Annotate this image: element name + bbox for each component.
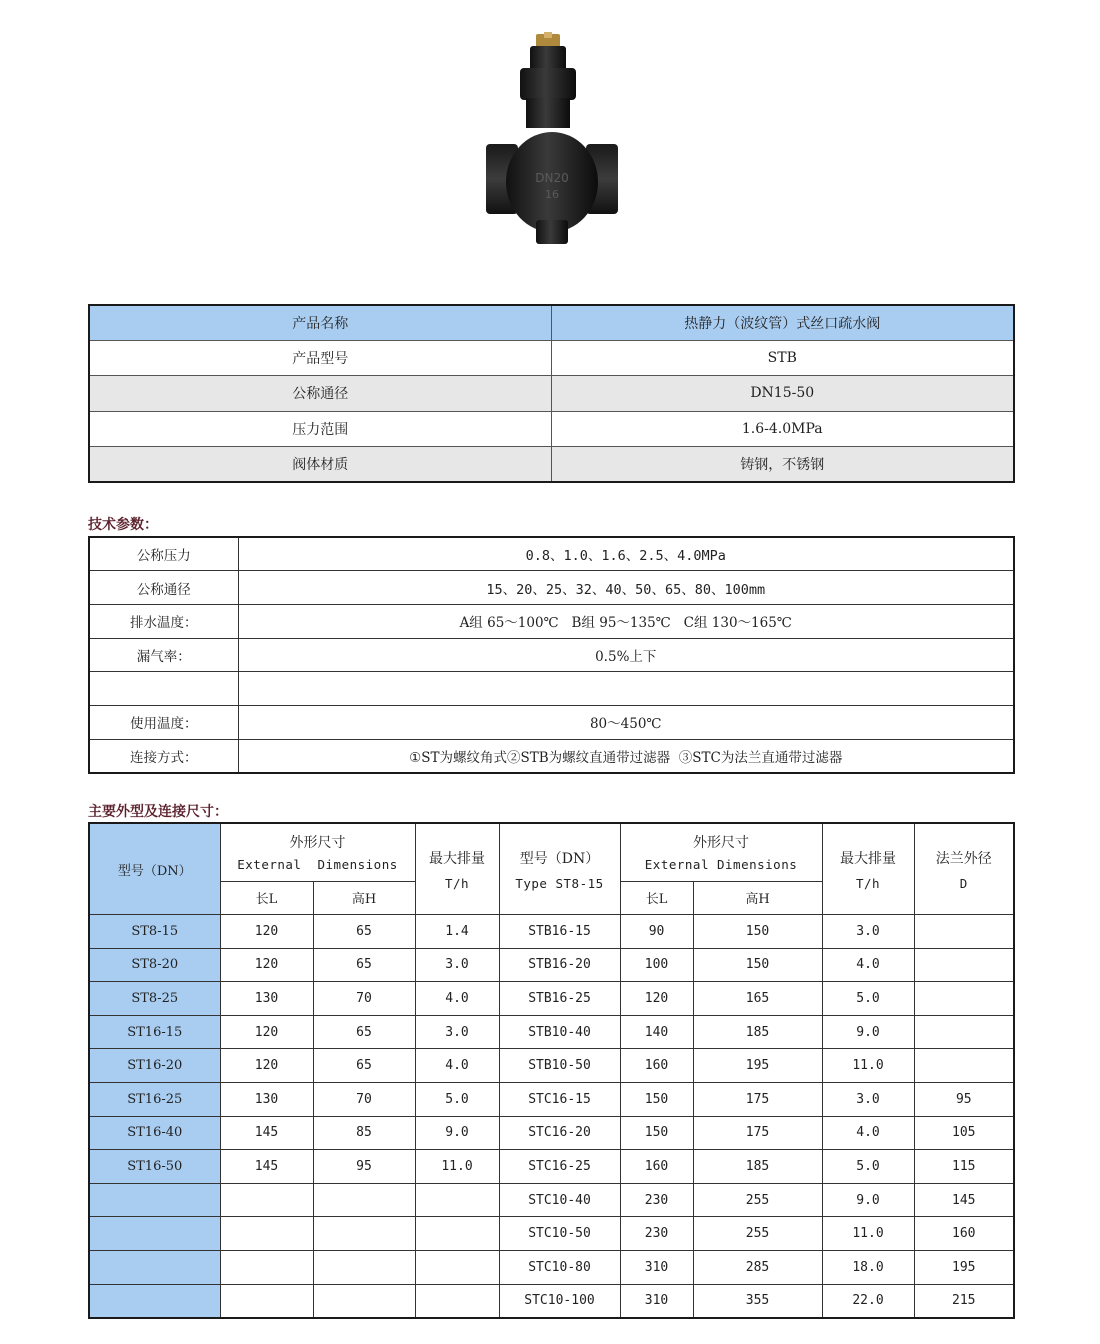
cell-model-left	[89, 1284, 220, 1318]
pressure-range-label: 压力范围	[89, 411, 551, 446]
cell-max-flow-left: 5.0	[415, 1083, 499, 1117]
header-max-flow-right-cn: 最大排量	[840, 850, 897, 867]
cell-max-flow-left: 4.0	[415, 982, 499, 1016]
cell-length-left	[220, 1183, 313, 1217]
param-label: 连接方式：	[89, 739, 238, 773]
cell-max-flow-right: 9.0	[822, 1183, 914, 1217]
product-model-label: 产品型号	[89, 340, 551, 375]
table-row	[89, 537, 1014, 571]
cell-model-right: STB10-50	[499, 1049, 620, 1083]
cell-height-right: 165	[693, 982, 822, 1016]
table-row	[89, 340, 1014, 375]
cell-height-right: 185	[693, 1015, 822, 1049]
cell-height-right: 255	[693, 1217, 822, 1251]
cell-height-right: 185	[693, 1150, 822, 1184]
cell-height-left	[313, 1217, 415, 1251]
param-value: 80～450℃	[238, 705, 1014, 739]
cell-height-left: 65	[313, 1049, 415, 1083]
cell-max-flow-right: 4.0	[822, 1116, 914, 1150]
dimensions-body	[89, 915, 1014, 1318]
header-ext-dim-right-en: External Dimensions	[644, 857, 798, 873]
cell-max-flow-left: 11.0	[415, 1150, 499, 1184]
header-ext-dim-left	[220, 823, 415, 881]
product-info-body	[89, 305, 1014, 482]
table-row	[89, 915, 1014, 949]
casting-text-pn: 16	[545, 188, 559, 201]
cell-model-right: STC16-20	[499, 1116, 620, 1150]
cell-model-left: ST8-15	[89, 915, 220, 949]
cell-max-flow-left	[415, 1217, 499, 1251]
tech-params-title: 技术参数：	[88, 517, 158, 533]
param-value: ①ST为螺纹角式②STB为螺纹直通带过滤器 ③STC为法兰直通带过滤器	[238, 739, 1014, 773]
pressure-range-value: 1.6-4.0MPa	[551, 411, 1014, 446]
cell-max-flow-left: 1.4	[415, 915, 499, 949]
cell-model-left: ST16-20	[89, 1049, 220, 1083]
table-row	[89, 1083, 1014, 1117]
cell-height-left	[313, 1284, 415, 1318]
header-ext-dim-right	[620, 823, 822, 881]
cell-flange-diameter	[914, 1049, 1014, 1083]
cell-max-flow-left	[415, 1251, 499, 1285]
table-row	[89, 739, 1014, 773]
cell-max-flow-left: 3.0	[415, 1015, 499, 1049]
cell-height-right: 175	[693, 1116, 822, 1150]
cell-height-left: 65	[313, 1015, 415, 1049]
cell-length-left: 145	[220, 1116, 313, 1150]
body-material-value: 铸钢，不锈钢	[551, 447, 1014, 482]
table-row	[89, 982, 1014, 1016]
cell-length-left	[220, 1284, 313, 1318]
cell-flange-diameter	[914, 948, 1014, 982]
cell-max-flow-right: 11.0	[822, 1049, 914, 1083]
cell-height-right: 195	[693, 1049, 822, 1083]
cell-flange-diameter: 115	[914, 1150, 1014, 1184]
cell-length-left	[220, 1251, 313, 1285]
cell-flange-diameter: 215	[914, 1284, 1014, 1318]
cell-height-right: 285	[693, 1251, 822, 1285]
cell-model-left: ST16-50	[89, 1150, 220, 1184]
cell-max-flow-left: 3.0	[415, 948, 499, 982]
cell-model-left: ST16-25	[89, 1083, 220, 1117]
cell-max-flow-left: 9.0	[415, 1116, 499, 1150]
header-flange	[914, 823, 1014, 915]
cell-model-right: STC10-80	[499, 1251, 620, 1285]
header-model-right	[499, 823, 620, 915]
param-value: A组 65～100℃ B组 95～135℃ C组 130～165℃	[238, 604, 1014, 638]
cell-max-flow-right: 5.0	[822, 982, 914, 1016]
cell-model-right: STC10-50	[499, 1217, 620, 1251]
product-photo	[486, 32, 618, 248]
cell-length-right: 140	[620, 1015, 693, 1049]
param-label	[89, 672, 238, 706]
product-info-table	[88, 304, 1015, 483]
cell-length-right: 230	[620, 1217, 693, 1251]
table-row	[89, 447, 1014, 482]
param-value: 0.8、1.0、1.6、2.5、4.0MPa	[238, 537, 1014, 571]
table-row	[89, 1150, 1014, 1184]
table-row	[89, 1284, 1014, 1318]
table-row	[89, 1049, 1014, 1083]
cell-length-right: 150	[620, 1116, 693, 1150]
cell-length-left: 120	[220, 1015, 313, 1049]
cell-flange-diameter: 145	[914, 1183, 1014, 1217]
cell-height-left: 95	[313, 1150, 415, 1184]
cell-max-flow-right: 5.0	[822, 1150, 914, 1184]
product-model-value: STB	[551, 340, 1014, 375]
cell-length-right: 230	[620, 1183, 693, 1217]
header-model-right-sub: Type ST8-15	[515, 875, 604, 891]
param-value	[238, 672, 1014, 706]
cell-height-right: 150	[693, 915, 822, 949]
table-row	[89, 948, 1014, 982]
cell-length-right: 310	[620, 1251, 693, 1285]
cell-length-right: 150	[620, 1083, 693, 1117]
param-label: 使用温度：	[89, 705, 238, 739]
table-row	[89, 1183, 1014, 1217]
cell-flange-diameter: 105	[914, 1116, 1014, 1150]
param-value: 15、20、25、32、40、50、65、80、100mm	[238, 571, 1014, 605]
header-row	[89, 823, 1014, 881]
nominal-diameter-label: 公称通径	[89, 376, 551, 411]
header-flange-sub: D	[959, 875, 968, 891]
cell-model-right: STB10-40	[499, 1015, 620, 1049]
header-ext-dim-cn: 外形尺寸	[289, 835, 346, 852]
cell-height-left: 70	[313, 1083, 415, 1117]
cell-max-flow-left: 4.0	[415, 1049, 499, 1083]
cell-max-flow-right: 22.0	[822, 1284, 914, 1318]
cell-height-right: 175	[693, 1083, 822, 1117]
cell-max-flow-right: 3.0	[822, 1083, 914, 1117]
cell-height-right: 355	[693, 1284, 822, 1318]
cell-model-right: STC16-25	[499, 1150, 620, 1184]
cell-max-flow-right: 3.0	[822, 915, 914, 949]
cell-length-left: 130	[220, 1083, 313, 1117]
cell-height-right: 150	[693, 948, 822, 982]
table-row	[89, 705, 1014, 739]
header-height-left: 高H	[313, 881, 415, 915]
cell-model-right: STC10-40	[499, 1183, 620, 1217]
table-row	[89, 1251, 1014, 1285]
cell-model-left: ST16-15	[89, 1015, 220, 1049]
cell-height-right: 255	[693, 1183, 822, 1217]
param-label: 排水温度：	[89, 604, 238, 638]
cell-max-flow-right: 18.0	[822, 1251, 914, 1285]
param-value: 0.5%上下	[238, 638, 1014, 672]
header-unit-right: T/h	[855, 875, 881, 891]
tech-params-table	[88, 536, 1015, 774]
header-flange-cn: 法兰外径	[935, 850, 992, 867]
cell-model-left	[89, 1183, 220, 1217]
cell-flange-diameter	[914, 915, 1014, 949]
header-ext-dim-en: External Dimensions	[237, 857, 398, 873]
header-unit-left: T/h	[444, 875, 470, 891]
cell-length-left: 145	[220, 1150, 313, 1184]
cell-length-left	[220, 1217, 313, 1251]
cell-length-right: 310	[620, 1284, 693, 1318]
table-row	[89, 571, 1014, 605]
cell-flange-diameter: 95	[914, 1083, 1014, 1117]
cell-model-right: STB16-15	[499, 915, 620, 949]
header-length-right: 长L	[620, 881, 693, 915]
cell-flange-diameter	[914, 1015, 1014, 1049]
dimensions-title: 主要外型及连接尺寸：	[88, 804, 228, 820]
header-max-flow-left	[415, 823, 499, 915]
header-model-left: 型号（DN）	[89, 823, 220, 915]
param-label: 漏气率：	[89, 638, 238, 672]
cell-height-left: 70	[313, 982, 415, 1016]
cell-model-right: STB16-20	[499, 948, 620, 982]
table-row	[89, 376, 1014, 411]
cell-flange-diameter: 160	[914, 1217, 1014, 1251]
cell-length-right: 90	[620, 915, 693, 949]
cell-length-right: 160	[620, 1150, 693, 1184]
cell-max-flow-left	[415, 1284, 499, 1318]
param-label: 公称通径	[89, 571, 238, 605]
header-ext-dim-right-cn: 外形尺寸	[693, 835, 750, 852]
cell-max-flow-right: 9.0	[822, 1015, 914, 1049]
cell-length-right: 120	[620, 982, 693, 1016]
cell-length-left: 120	[220, 1049, 313, 1083]
cell-length-right: 100	[620, 948, 693, 982]
table-row	[89, 1015, 1014, 1049]
cell-flange-diameter	[914, 982, 1014, 1016]
cell-height-left: 65	[313, 915, 415, 949]
cell-height-left	[313, 1251, 415, 1285]
header-length-left: 长L	[220, 881, 313, 915]
cell-max-flow-right: 11.0	[822, 1217, 914, 1251]
cell-model-left: ST16-40	[89, 1116, 220, 1150]
table-row	[89, 1217, 1014, 1251]
cell-length-left: 130	[220, 982, 313, 1016]
param-label: 公称压力	[89, 537, 238, 571]
cell-model-left	[89, 1217, 220, 1251]
cell-model-left	[89, 1251, 220, 1285]
cell-height-left	[313, 1183, 415, 1217]
cell-model-right: STC16-15	[499, 1083, 620, 1117]
casting-text-dn: DN20	[535, 171, 569, 185]
cell-length-left: 120	[220, 948, 313, 982]
table-row	[89, 1116, 1014, 1150]
header-max-flow-cn: 最大排量	[429, 850, 486, 867]
cell-model-right: STB16-25	[499, 982, 620, 1016]
cell-height-left: 65	[313, 948, 415, 982]
table-row	[89, 672, 1014, 706]
table-row	[89, 305, 1014, 340]
header-model-right-cn: 型号（DN）	[519, 850, 600, 867]
cell-length-left: 120	[220, 915, 313, 949]
cell-model-left: ST8-25	[89, 982, 220, 1016]
dimensions-table	[88, 822, 1015, 1319]
body-material-label: 阀体材质	[89, 447, 551, 482]
cell-model-left: ST8-20	[89, 948, 220, 982]
cell-max-flow-right: 4.0	[822, 948, 914, 982]
cell-flange-diameter: 195	[914, 1251, 1014, 1285]
header-height-right: 高H	[693, 881, 822, 915]
cell-max-flow-left	[415, 1183, 499, 1217]
cell-model-right: STC10-100	[499, 1284, 620, 1318]
product-name-label: 产品名称	[89, 305, 551, 340]
table-row	[89, 638, 1014, 672]
nominal-diameter-value: DN15-50	[551, 376, 1014, 411]
cell-length-right: 160	[620, 1049, 693, 1083]
table-row	[89, 604, 1014, 638]
header-max-flow-right	[822, 823, 914, 915]
cell-height-left: 85	[313, 1116, 415, 1150]
table-row	[89, 411, 1014, 446]
product-name-value: 热静力（波纹管）式丝口疏水阀	[551, 305, 1014, 340]
